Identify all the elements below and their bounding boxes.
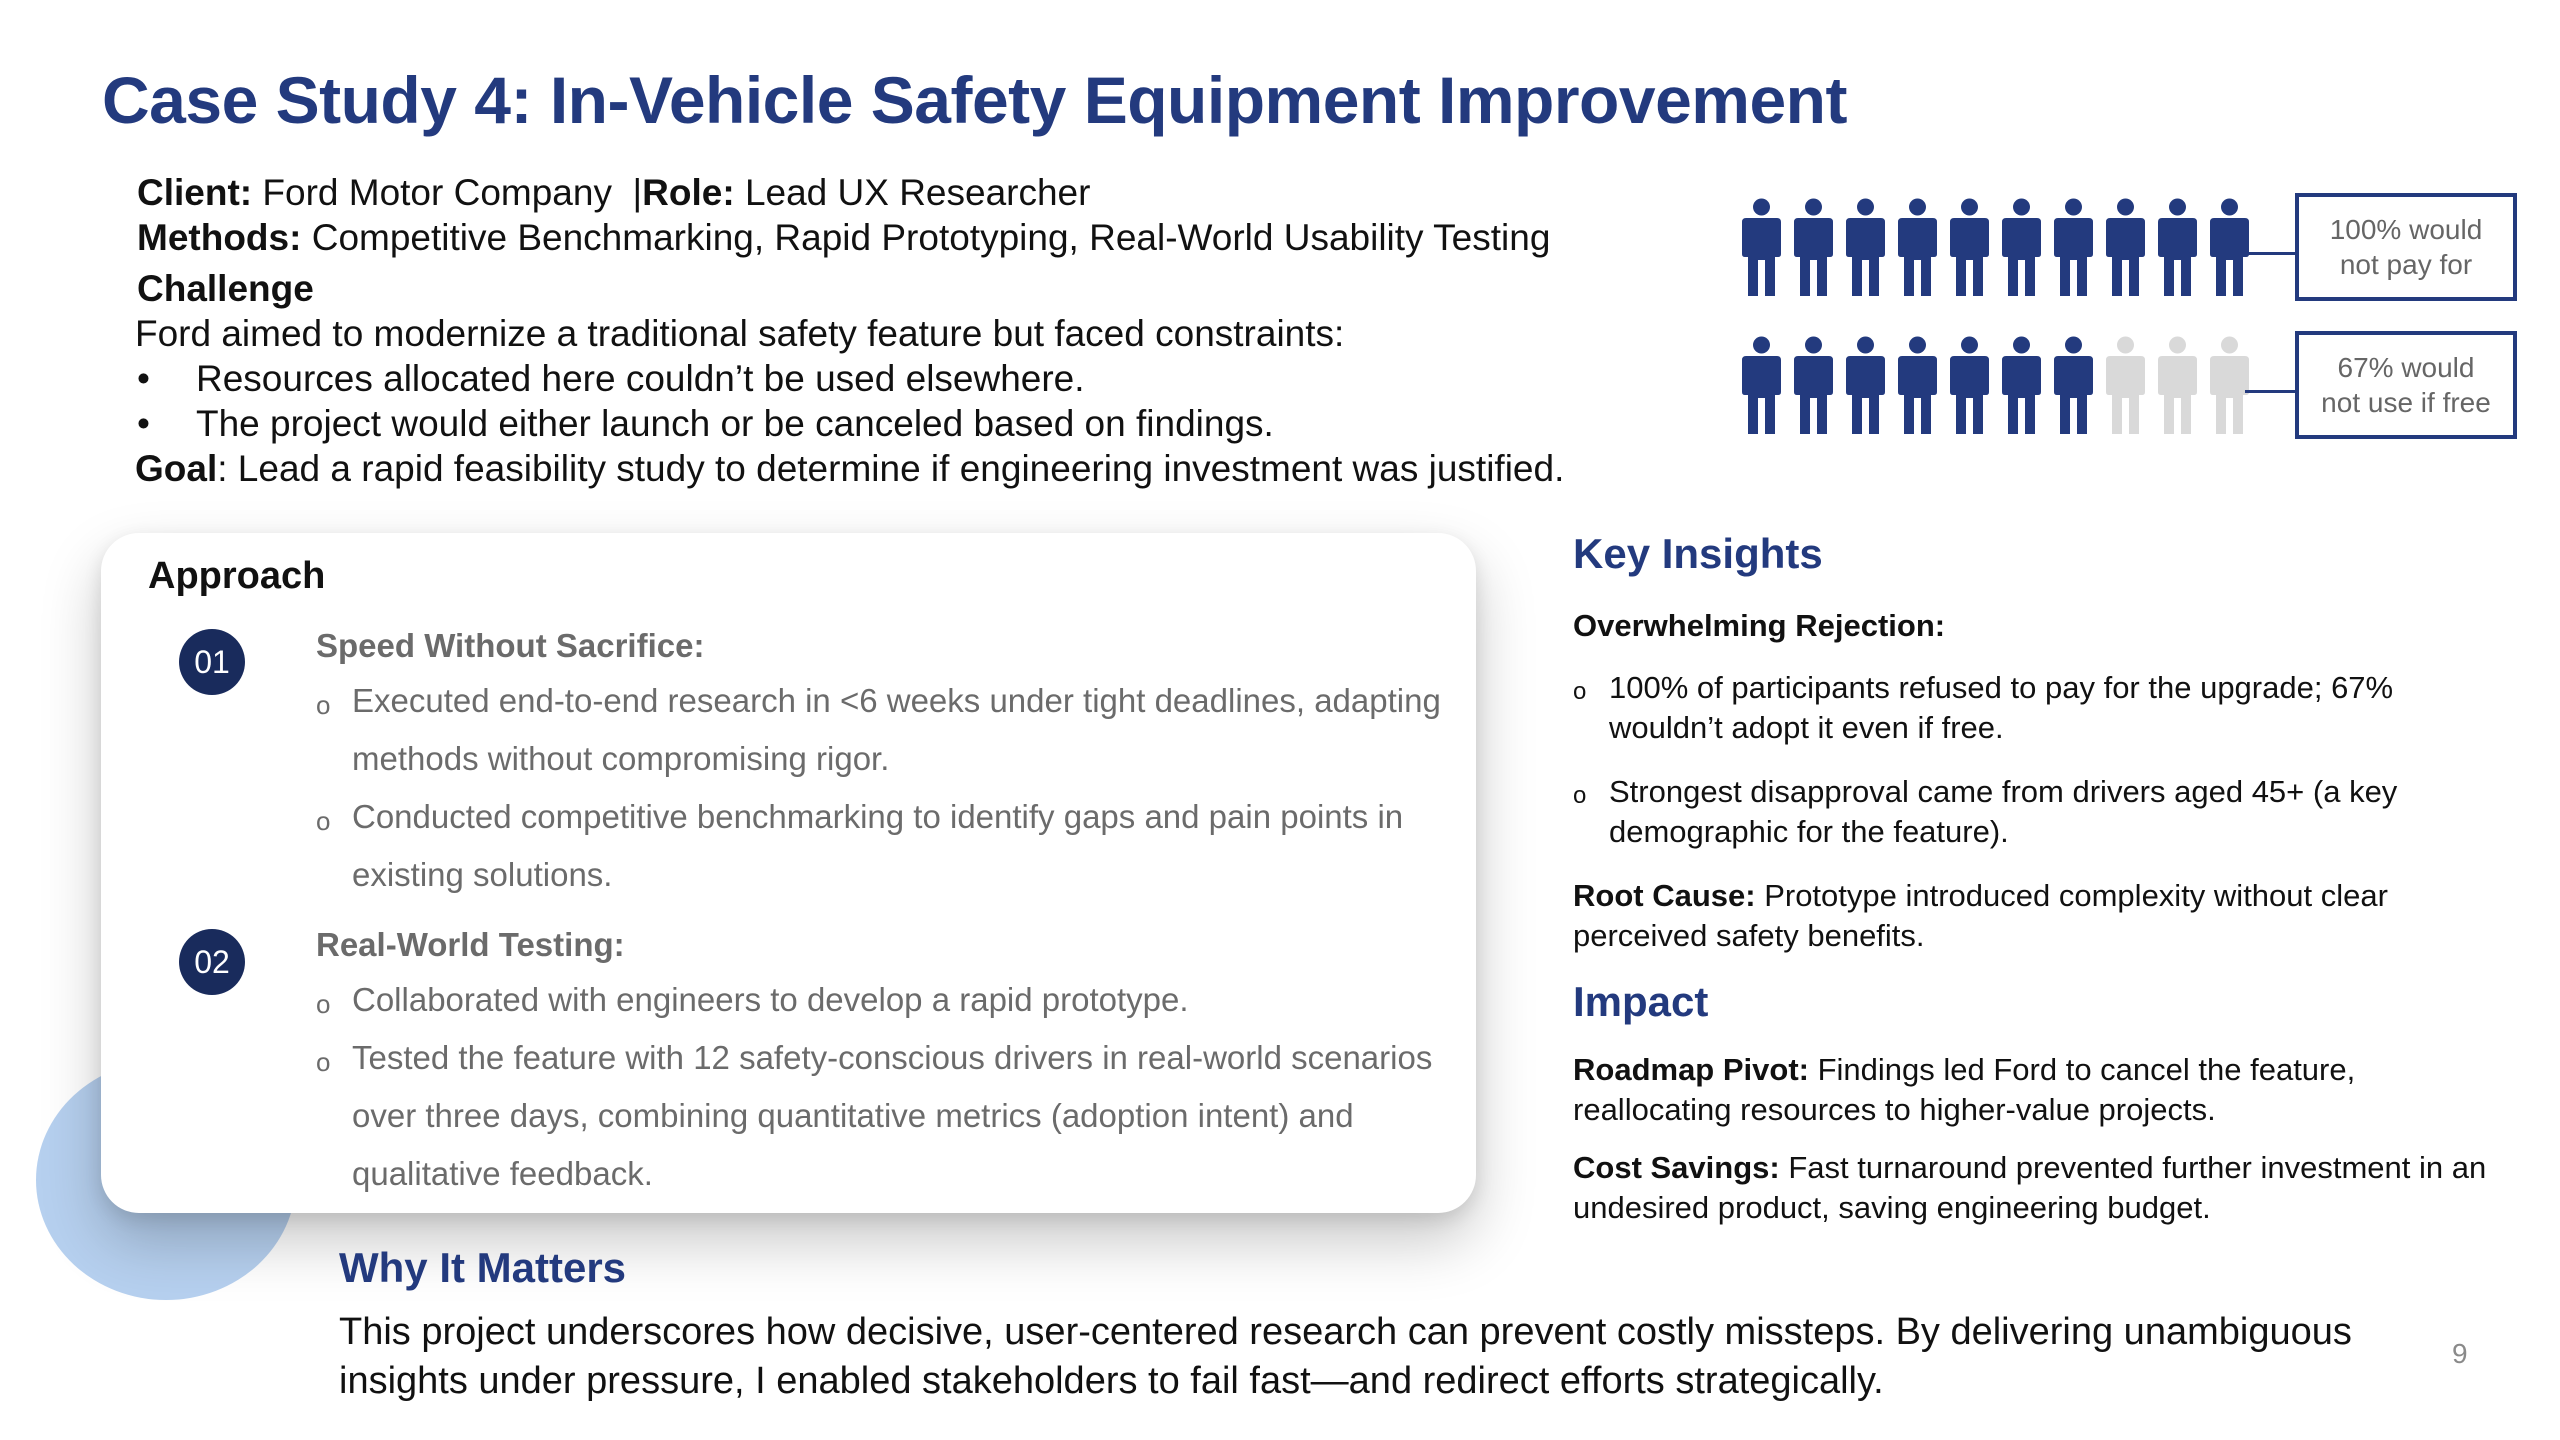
approach-item <box>316 672 1492 788</box>
insight-item <box>1573 668 2489 748</box>
key-insights-heading: Key Insights <box>1573 530 1823 577</box>
savings-text: Fast turnaround prevented further investment in an undesired product, saving engineering budget. <box>1573 1150 2487 1225</box>
methods-label: Methods: <box>137 217 302 258</box>
roadmap-pivot <box>1573 1050 2453 1130</box>
person-icon-filled <box>2000 336 2043 436</box>
goal-label: Goal <box>135 448 218 489</box>
page-title: Case Study 4: In-Vehicle Safety Equipment Improvement <box>102 63 1847 137</box>
connector-line <box>2245 252 2298 255</box>
insight-text: Strongest disapproval came from drivers aged 45+ (a key demographic for the feature). <box>1609 774 2398 849</box>
person-icon-filled <box>1740 336 1783 436</box>
bullet-circle: o <box>1573 678 1587 705</box>
bullet-circle: o <box>316 690 331 720</box>
client-label: Client: <box>137 172 253 213</box>
stat-box-pay <box>2295 193 2517 301</box>
savings-label: Cost Savings: <box>1573 1150 1780 1185</box>
role-value: Lead UX Researcher <box>744 172 1091 213</box>
person-icon-empty <box>2156 336 2199 436</box>
bullet-circle: o <box>1573 782 1587 809</box>
bullet-circle: o <box>316 989 331 1019</box>
person-icon-filled <box>1948 198 1991 298</box>
page-number: 9 <box>2452 1338 2468 1369</box>
person-icon-filled <box>2052 336 2095 436</box>
pivot-text: Findings led Ford to cancel the feature, reallocating resources to higher-value projects. <box>1573 1052 2356 1127</box>
approach-item <box>316 788 1492 904</box>
challenge-bullet <box>137 401 1564 446</box>
person-icon-filled <box>1896 198 1939 298</box>
root-cause-label: Root Cause: <box>1573 878 1756 913</box>
bullet-circle: o <box>316 1047 331 1077</box>
person-icon-empty <box>2208 336 2251 436</box>
methods-line <box>137 215 1564 260</box>
person-icon-filled <box>1896 336 1939 436</box>
person-icon-filled <box>1792 336 1835 436</box>
client-role-line <box>137 170 1564 215</box>
approach-item-text: Conducted competitive benchmarking to identify gaps and pain points in existing solutions. <box>352 798 1404 893</box>
person-icon-filled <box>1792 198 1835 298</box>
approach-heading: Approach <box>148 555 326 597</box>
approach-item <box>316 971 1492 1029</box>
people-row-pay <box>1740 198 2251 298</box>
people-row-free <box>1740 336 2251 436</box>
person-icon-empty <box>2104 336 2147 436</box>
stat-line: not pay for <box>2339 249 2473 280</box>
stat-line: 67% would <box>2337 352 2475 383</box>
root-cause-text: Prototype introduced complexity without clear perceived safety benefits. <box>1573 878 2388 953</box>
stat-line: 100% would <box>2329 214 2483 245</box>
client-value: Ford Motor Company <box>262 172 612 213</box>
bullet-text: The project would either launch or be canceled based on findings. <box>196 403 1274 444</box>
role-label: Role: <box>642 172 735 213</box>
insight-item <box>1573 772 2489 852</box>
person-icon-filled <box>2156 198 2199 298</box>
insight-text: 100% of participants refused to pay for the upgrade; 67% wouldn’t adopt it even if free. <box>1609 670 2394 745</box>
challenge-text: Ford aimed to modernize a traditional safety feature but faced constraints: <box>135 313 1345 354</box>
step-title: Speed Without Sacrifice: <box>316 627 705 664</box>
person-icon-filled <box>2052 198 2095 298</box>
approach-item <box>316 1029 1492 1203</box>
person-icon-filled <box>1948 336 1991 436</box>
stat-box-free <box>2295 331 2517 439</box>
bullet-text: Resources allocated here couldn’t be used elsewhere. <box>196 358 1085 399</box>
person-icon-filled <box>1740 198 1783 298</box>
bullet-dot: • <box>137 403 150 444</box>
approach-item-text: Tested the feature with 12 safety-conscious drivers in real-world scenarios over three days, combining quantitative metrics (adoption intent) and qualitative feedback. <box>352 1039 1433 1192</box>
person-icon-filled <box>2000 198 2043 298</box>
impact-heading: Impact <box>1573 978 1709 1025</box>
goal-text: : Lead a rapid feasibility study to determine if engineering investment was justified. <box>217 448 1565 489</box>
root-cause <box>1573 876 2473 956</box>
stat-line: not use if free <box>2321 387 2491 418</box>
person-icon-filled <box>2104 198 2147 298</box>
person-icon-filled <box>1844 336 1887 436</box>
approach-item-text: Collaborated with engineers to develop a rapid prototype. <box>352 981 1189 1018</box>
meta-separator: | <box>632 172 643 213</box>
approach-item-text: Executed end-to-end research in <6 weeks under tight deadlines, adapting methods without compromising rigor. <box>352 682 1441 777</box>
bullet-dot: • <box>137 358 150 399</box>
cost-savings <box>1573 1148 2513 1228</box>
goal-line <box>135 446 1564 491</box>
person-icon-filled <box>1844 198 1887 298</box>
connector-line <box>2245 390 2298 393</box>
pivot-label: Roadmap Pivot: <box>1573 1052 1809 1087</box>
why-text: This project underscores how decisive, user-centered research can prevent costly missteps. By delivering unambiguous insights under pressure, I enabled stakeholders to fail fast—and redirect efforts strategically. <box>339 1311 2352 1402</box>
step-number-badge: 01 <box>179 629 245 695</box>
step-title: Real-World Testing: <box>316 926 625 963</box>
step-number-badge: 02 <box>179 929 245 995</box>
why-heading: Why It Matters <box>339 1244 627 1291</box>
challenge-bullet <box>137 356 1564 401</box>
methods-value: Competitive Benchmarking, Rapid Prototyping, Real-World Usability Testing <box>311 217 1551 258</box>
case-meta <box>137 170 1564 491</box>
bullet-circle: o <box>316 806 331 836</box>
insights-subheading: Overwhelming Rejection: <box>1573 608 1946 643</box>
challenge-heading: Challenge <box>137 268 314 309</box>
person-icon-filled <box>2208 198 2251 298</box>
